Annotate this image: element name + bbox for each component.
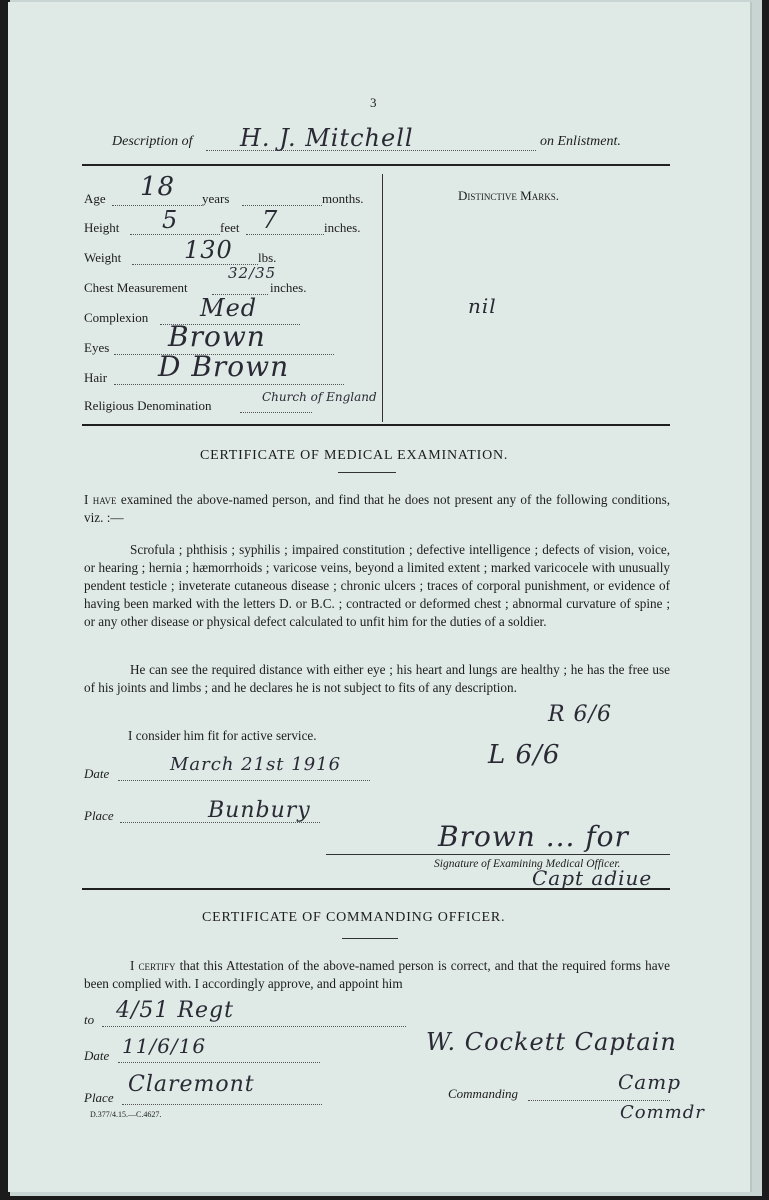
commanding-officer-signature: W. Cockett Captain [426,1028,677,1056]
commanding-line [528,1100,670,1101]
religion-label: Religious Denomination [84,398,212,413]
commanding-value-2: Commdr [620,1102,705,1123]
medical-fit: I consider him fit for active service. [128,728,317,743]
height-inches-line [246,234,324,235]
commanding-date-label: Date [84,1048,110,1063]
medical-intro [84,491,670,527]
weight-unit: lbs. [258,250,277,265]
commanding-place-line [122,1104,322,1105]
weight-label: Weight [84,250,122,265]
medical-signature-line [326,854,670,855]
section-rule-2 [82,888,670,890]
hair-value: D Brown [158,350,290,383]
height-inches-unit: inches. [324,220,361,235]
appoint-to-line [102,1026,406,1027]
medical-title: CERTIFICATE OF MEDICAL EXAMINATION. [200,448,509,463]
medical-intro-text: examined the above-named person, and find that he does not present any of the following conditions, viz. :— [84,492,671,525]
chest-label: Chest Measurement [84,280,188,295]
medical-conditions: Scrofula ; phthisis ; syphilis ; impaired constitution ; defective intelligence ; defects of vision, voice, or hearing ; hernia ; hæmorrhoids ; varicose veins, beyond a limited extent ; marked varicocele with unusually pendent testicle ; inveterate cutaneous disease ; chronic ulcers ; traces of corporal punishment, or evidence of having been marked with the letters D. or B.C. ; contracted or deformed chest ; abnormal curvature of spine ; or any other disease or physical defect calculated to unfit him for the duties of a soldier. [84,542,670,629]
distinctive-marks-value: nil [468,294,497,318]
medical-signature-caption: Signature of Examining Medical Officer. [434,858,621,870]
medical-intro-lead: I have [84,492,117,507]
eyes-value: Brown [168,320,266,353]
age-label: Age [84,191,106,206]
commanding-place-value: Claremont [128,1072,255,1097]
height-feet: 5 [162,206,179,234]
commanding-place-label: Place [84,1090,114,1105]
medical-date-line [118,780,370,781]
age-line [112,205,202,206]
religion-line [240,412,312,413]
hair-line [114,384,344,385]
description-suffix: on Enlistment. [540,134,621,149]
medical-signature-note: Capt adiue [532,866,653,890]
attestation-page [8,2,750,1192]
description-prefix: Description of [112,134,193,149]
chest-unit: inches. [270,280,307,295]
medical-place-value: Bunbury [208,798,311,823]
commanding-certify-text: that this Attestation of the above-named person is correct, and that the required forms have been complied with. I accordingly approve, and appoint him [84,958,670,991]
height-feet-unit: feet [220,220,240,235]
commanding-value: Camp [618,1070,681,1094]
column-divider [382,174,383,422]
medical-place-label: Place [84,808,114,823]
top-rule [82,164,670,166]
medical-date-label: Date [84,766,110,781]
chest-value: 32/35 [228,264,277,282]
medical-sight: He can see the required distance with either eye ; his heart and lungs are healthy ; he has the free use of his joints and limbs ; and he declares he is not subject to fits of any description. [84,662,670,695]
vision-left: L 6/6 [488,740,561,770]
age-months: months. [322,191,364,206]
weight-value: 130 [184,236,233,264]
page-number: 3 [370,95,377,110]
commanding-title-rule [342,938,398,939]
height-inches: 7 [262,206,279,234]
height-label: Height [84,220,120,235]
commanding-date-value: 11/6/16 [122,1034,207,1058]
age-years: years [202,191,230,206]
section-rule [82,424,670,426]
commanding-date-line [118,1062,320,1063]
appoint-to-label: to [84,1012,95,1027]
distinctive-marks-label: Distinctive Marks. [458,188,559,203]
complexion-label: Complexion [84,310,149,325]
medical-date-value: March 21st 1916 [170,754,342,775]
complexion-value: Med [200,294,258,322]
months-line [242,205,322,206]
vision-right: R 6/6 [548,702,612,727]
recruit-name: H. J. Mitchell [240,124,414,152]
medical-title-rule [338,472,396,473]
commanding-certify [84,957,670,993]
commanding-title: CERTIFICATE OF COMMANDING OFFICER. [202,910,506,925]
age-value: 18 [140,172,176,202]
medical-officer-signature: Brown ... for [438,820,629,853]
hair-label: Hair [84,370,108,385]
form-code: D.377/4.15.—C.4627. [90,1110,162,1119]
eyes-label: Eyes [84,340,110,355]
commanding-certify-lead: I certify [130,958,176,973]
religion-value: Church of England [262,390,377,404]
appoint-to-value: 4/51 Regt [116,998,234,1023]
height-feet-line [130,234,220,235]
commanding-label: Commanding [448,1086,519,1101]
